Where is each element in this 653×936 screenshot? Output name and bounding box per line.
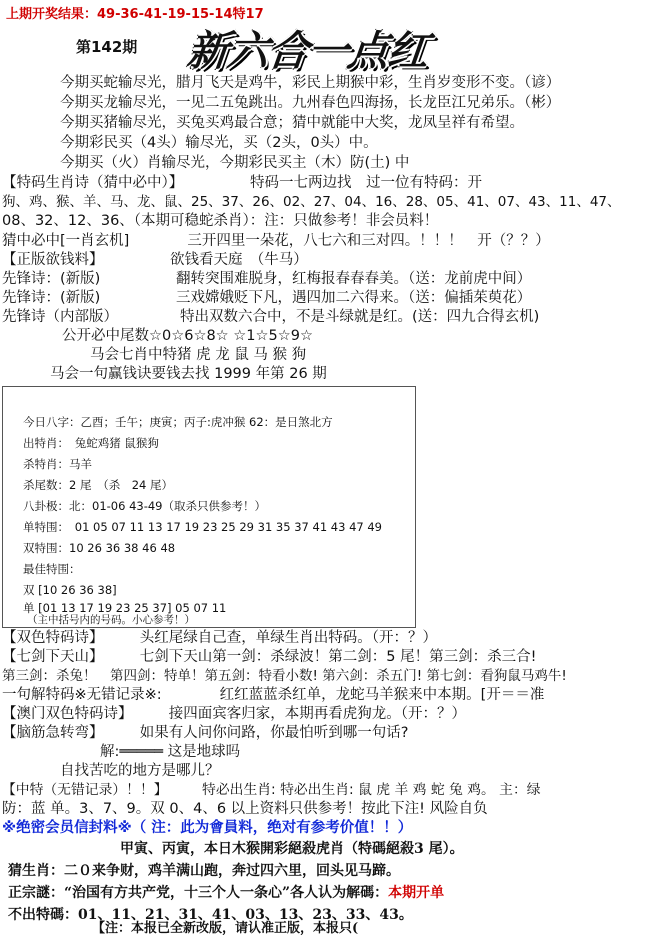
- box-line: 杀尾数：2 尾 （杀 24 尾）: [23, 478, 174, 492]
- horse-zodiac-line: 马会七肖中特猪 虎 龙 鼠 马 猴 狗: [90, 347, 307, 363]
- pioneer-label: 先锋诗：(新版): [2, 271, 101, 287]
- secret-member-note: ※绝密会员信封料※（ 注：此为會員料，绝对有参考价值！！）: [2, 820, 413, 836]
- footer-note: 【注：本报已全新改版，请认准正版，本报只(: [92, 921, 359, 936]
- section-line: 【双色特码诗】 头红尾绿自己查，单绿生肖出特码。（开：？）: [2, 630, 437, 646]
- riddle-answer: 解:═════ 这是地球吗: [100, 744, 241, 760]
- horse-secret-line: 马会一句赢钱诀要钱去找 1999 年第 26 期: [50, 366, 327, 382]
- guess-line: 猜中必中[一肖玄机] 三开四里一朵花，八七六和三对四。！！！ 开（？？）: [2, 233, 550, 249]
- zhengzong-line: [8, 884, 444, 902]
- zhongte-line: 【中特（无错记录）！！】 特必出生肖: 特必出生肖: 鼠 虎 羊 鸡 蛇 兔 鸡。 主：绿: [2, 782, 541, 798]
- pioneer-text: 三戏嫦娥贬下凡，遇四加二六得来。（送：偏插茱萸花）: [176, 290, 532, 306]
- paper-logo: 新六合一点红: [185, 27, 431, 75]
- zhengzong-text: “治国有方共产党，十三个人一条心”各人认为解碼：: [64, 885, 389, 901]
- zhongte-line: 防：蓝 单。3、7、9。双 0、4、6 以上资料只供参考！按此下注! 风险自负: [2, 801, 488, 817]
- box-line: 双 [10 26 36 38]: [23, 583, 117, 597]
- box-line: 八卦极：北：01-06 43-49（取杀只供参考！）: [23, 499, 266, 513]
- pioneer-label: 先锋诗：(新版): [2, 290, 101, 306]
- section-line: 【脑筋急转弯】 如果有人问你问路，你最怕听到哪一句话?: [2, 725, 409, 741]
- guess-zodiac-line: 猜生肖：二０来争财，鸡羊满山跑，奔过四六里，回头见马蹄。: [8, 863, 400, 879]
- pioneer-text: 翻转突围难脱身，红梅报春春春美。（送：龙前虎中间）: [176, 271, 532, 287]
- section-line: 【澳门双色特码诗】 接四面宾客归家，本期再看虎狗龙。（开：？）: [2, 706, 466, 722]
- section-line: 一句解特码※无错记录※: 红红蓝蓝杀红单，龙蛇马羊猴来中本期。[开＝＝准: [2, 687, 545, 703]
- box-line: 杀特肖：马羊: [23, 457, 92, 471]
- box-line: 双特围：10 26 36 38 46 48: [23, 541, 176, 555]
- last-result: 上期开奖结果：49-36-41-19-15-14特17: [6, 7, 264, 22]
- poem-line: 今期买猪输尽光，买兔买鸡最合意；猜中就能中大奖，龙凤呈祥有希望。: [60, 115, 524, 131]
- jiayin-line: 甲寅、丙寅，本日木猴開彩絕殺虎肖（特碼絕殺3 尾）。: [120, 841, 464, 857]
- issue-number: 第142期: [76, 38, 138, 56]
- tema-poem-title: 【特码生肖诗（猜中必中）】: [2, 175, 184, 191]
- poem-line: 今期买龙输尽光，一见二五兔跳出。九州春色四海扬，长龙臣江兄弟乐。（彬）: [60, 95, 561, 111]
- box-line: 出特肖： 兔蛇鸡猪 鼠猴狗: [23, 436, 159, 450]
- pioneer-label: 先锋诗（内部版）: [2, 309, 118, 325]
- poem-line: 今期买蛇输尽光，腊月飞天是鸡牛，彩民上期猴中彩，生肖岁变形不变。（谚）: [60, 75, 561, 91]
- tail-numbers: 公开必中尾数☆0☆6☆8☆ ☆1☆5☆9☆: [62, 328, 313, 344]
- tema-poem-line: 08、32、12、36、（本期可稳蛇杀肖）：注：只做参考！非会员料！: [2, 213, 439, 229]
- section-line: 第三剑：杀兔！ 第四剑：特单！第五剑：特看小数! 第六剑：杀五门! 第七剑：看狗鼠马鸡牛!: [2, 668, 567, 684]
- tema-poem-line: 狗、鸡、猴、羊、马、龙、鼠、25、37、26、02、27、04、16、28、05、41、07、43、11、47、: [2, 194, 621, 210]
- box-line: 最佳特围：: [23, 562, 81, 576]
- riddle-question: 自找苦吃的地方是哪儿？: [60, 763, 220, 779]
- zhengban-text: 欲钱看天庭 （牛马）: [170, 252, 308, 268]
- zhengzong-label: 正宗謎：: [8, 885, 64, 901]
- pioneer-text: 特出双数六合中，不是斗绿就是红。(送：四九合得玄机): [180, 309, 540, 325]
- tema-poem-text: 特码一七两边找 过一位有特码：开: [250, 175, 482, 191]
- zhengzong-tag: 本期开单: [388, 885, 445, 901]
- box-line: 单特围： 01 05 07 11 13 17 19 23 25 29 31 35 37 41 43 47 49: [23, 520, 383, 534]
- zhengban-title: 【正版欲钱料】: [2, 252, 104, 268]
- info-box: [2, 386, 416, 628]
- box-line: 单 [01 13 17 19 23 25 37] 05 07 11: [23, 601, 227, 615]
- box-line: （主中括号内的号码。小心参考！）: [27, 614, 195, 626]
- box-line: 今日八字：乙酉；壬午；庚寅；丙子:虎冲猴 62：是日煞北方: [23, 415, 333, 429]
- section-line: 【七剑下天山】 七剑下天山第一剑：杀绿波！第二剑：5 尾！第三剑：杀三合!: [2, 649, 537, 665]
- poem-line: 今期买（火）肖输尽光，今期彩民买主（木）防(土) 中: [60, 155, 410, 171]
- poem-line: 今期彩民买（4头）输尽光，买（2头，0头）中。: [60, 135, 378, 151]
- buchu-line: 不出特碼：01、11、21、31、41、03、13、23、33、43。: [8, 907, 413, 923]
